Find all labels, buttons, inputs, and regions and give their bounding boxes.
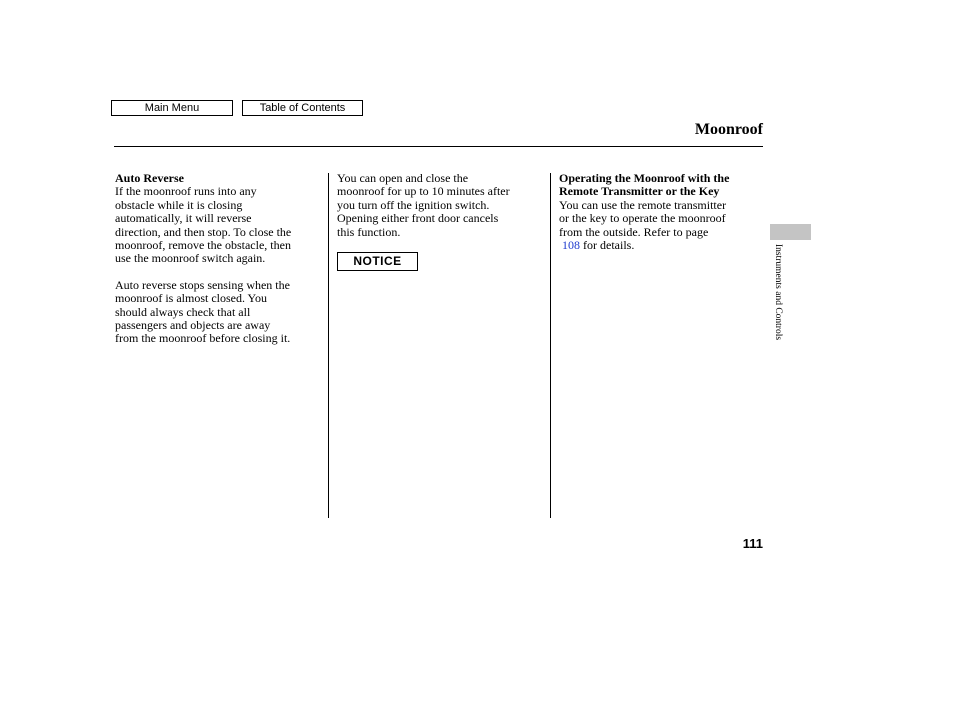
- notice-label: NOTICE: [337, 252, 418, 271]
- text-line: direction, and then stop. To close the: [115, 224, 292, 239]
- text-line: this function.: [337, 224, 401, 239]
- text-line: moonroof is almost closed. You: [115, 291, 268, 306]
- section-tab-label: Instruments and Controls: [773, 244, 783, 341]
- column-divider: [328, 173, 329, 518]
- text-line: moonroof for up to 10 minutes after: [337, 184, 510, 199]
- text-line: You can use the remote transmitter: [559, 197, 727, 212]
- text-line: or the key to operate the moonroof: [559, 211, 726, 226]
- page-number: 111: [742, 536, 763, 551]
- text-line: use the moonroof switch again.: [115, 251, 266, 266]
- table-of-contents-button[interactable]: Table of Contents: [242, 100, 363, 116]
- page-108-link[interactable]: 108: [562, 238, 580, 253]
- column-ignition-timer: [337, 172, 542, 239]
- text-line: [559, 239, 764, 252]
- column-divider: [550, 173, 551, 518]
- main-menu-button[interactable]: Main Menu: [111, 100, 233, 116]
- page-title: Moonroof: [694, 121, 763, 138]
- remote-heading-line: Operating the Moonroof with the: [559, 171, 730, 185]
- text-line: moonroof, remove the obstacle, then: [115, 238, 291, 253]
- text-line: If the moonroof runs into any: [115, 184, 257, 199]
- remote-heading-line: Remote Transmitter or the Key: [559, 184, 720, 199]
- text-line: should always check that all: [115, 304, 251, 319]
- link-suffix: for details.: [580, 238, 635, 253]
- text-line: automatically, it will reverse: [115, 211, 252, 226]
- text-line: from the outside. Refer to page: [559, 224, 709, 239]
- text-line: You can open and close the: [337, 171, 469, 185]
- text-line: Auto reverse stops sensing when the: [115, 277, 290, 292]
- column-remote-operation: [559, 172, 764, 252]
- text-line: Opening either front door cancels: [337, 211, 499, 226]
- header-rule: [114, 146, 763, 147]
- column-auto-reverse: [115, 172, 320, 346]
- text-line: from the moonroof before closing it.: [115, 331, 291, 346]
- text-line: obstacle while it is closing: [115, 197, 243, 212]
- auto-reverse-heading: Auto Reverse: [115, 171, 184, 185]
- text-line: passengers and objects are away: [115, 318, 271, 333]
- section-tab-marker: [770, 224, 811, 240]
- text-line: you turn off the ignition switch.: [337, 197, 490, 212]
